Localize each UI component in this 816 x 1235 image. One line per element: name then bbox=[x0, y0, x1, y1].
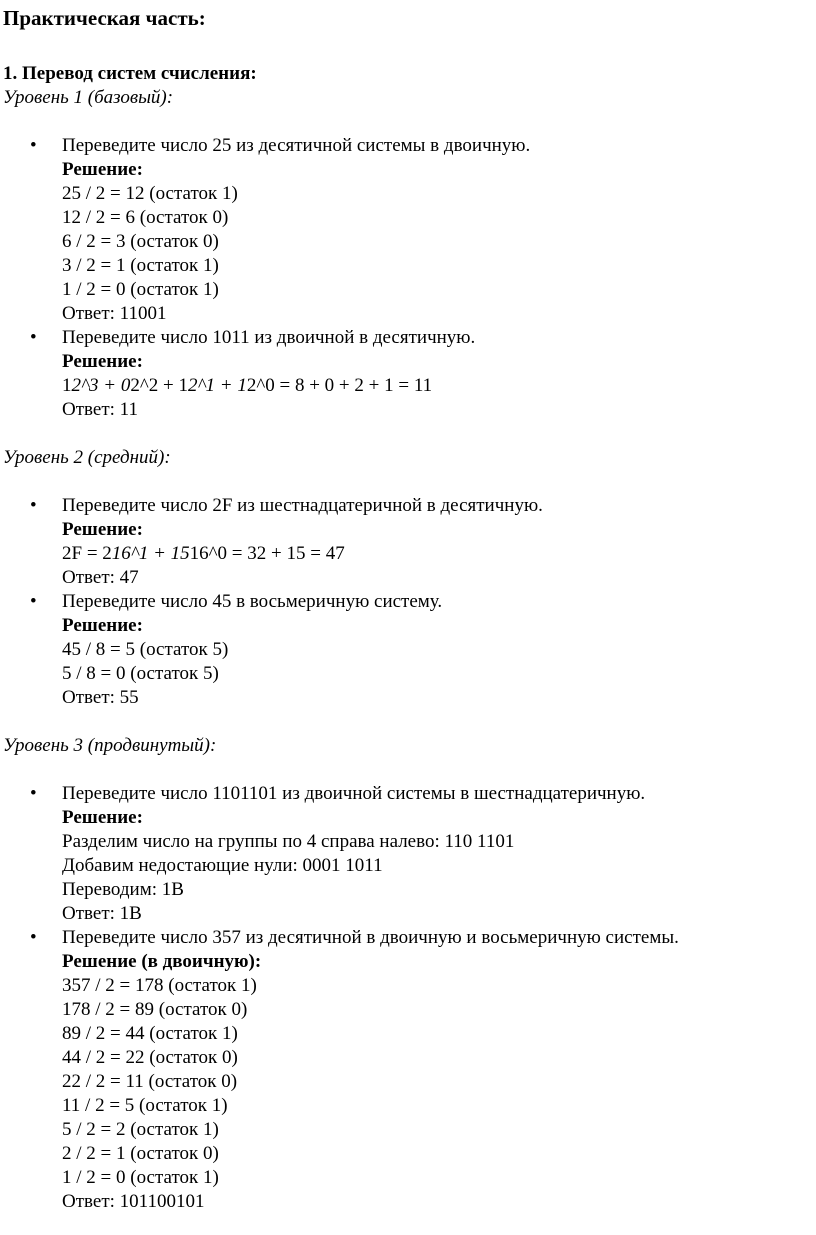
solution-step: 1 / 2 = 0 (остаток 1) bbox=[62, 279, 219, 300]
solution-step: 22 / 2 = 11 (остаток 0) bbox=[62, 1071, 238, 1092]
task-item bbox=[3, 926, 816, 1214]
task-answer: Ответ: 11 bbox=[62, 399, 138, 420]
task-question: • Переведите число 1101101 из двоичной системы в шестнадцатеричную. bbox=[62, 783, 646, 804]
solution-label: Решение: bbox=[62, 351, 143, 372]
solution-step: 12 / 2 = 6 (остаток 0) bbox=[62, 207, 229, 228]
solution-step: Добавим недостающие нули: 0001 1011 bbox=[62, 855, 383, 876]
formula-part: 1 bbox=[62, 375, 72, 396]
task-question: • Переведите число 357 из десятичной в двоичную и восьмеричную системы. bbox=[62, 927, 679, 948]
task-question: • Переведите число 1011 из двоичной в десятичную. bbox=[62, 327, 476, 348]
solution-step: Разделим число на группы по 4 справа налево: 110 1101 bbox=[62, 831, 515, 852]
level-2-title: Уровень 2 (средний): bbox=[3, 447, 171, 468]
task-item bbox=[3, 494, 816, 590]
task-answer: Ответ: 47 bbox=[62, 567, 139, 588]
solution-label: Решение (в двоичную): bbox=[62, 951, 262, 972]
solution-step: 25 / 2 = 12 (остаток 1) bbox=[62, 183, 238, 204]
solution-step: 44 / 2 = 22 (остаток 0) bbox=[62, 1047, 238, 1068]
task-question: • Переведите число 45 в восьмеричную систему. bbox=[62, 591, 443, 612]
solution-formula bbox=[62, 374, 816, 398]
level-3-task-list bbox=[3, 782, 816, 1214]
task-answer: Ответ: 1B bbox=[62, 903, 142, 924]
solution-step: 6 / 2 = 3 (остаток 0) bbox=[62, 231, 219, 252]
task-question: • Переведите число 25 из десятичной системы в двоичную. bbox=[62, 135, 531, 156]
level-3-title: Уровень 3 (продвинутый): bbox=[3, 735, 217, 756]
section-title: 1. Перевод систем счисления: bbox=[3, 63, 257, 84]
solution-step: 2 / 2 = 1 (остаток 0) bbox=[62, 1143, 219, 1164]
task-item bbox=[3, 782, 816, 926]
solution-step: 5 / 8 = 0 (остаток 5) bbox=[62, 663, 219, 684]
formula-part: 16^0 = 32 + 15 = 47 bbox=[189, 543, 345, 564]
formula-part: 2^2 + 1 bbox=[130, 375, 188, 396]
formula-part: 16^1 + 15 bbox=[111, 543, 190, 564]
task-answer: Ответ: 55 bbox=[62, 687, 139, 708]
formula-part: 2^0 = 8 + 0 + 2 + 1 = 11 bbox=[246, 375, 433, 396]
formula-part: 2^3 + 0 bbox=[71, 375, 131, 396]
solution-label: Решение: bbox=[62, 615, 143, 636]
solution-step: 89 / 2 = 44 (остаток 1) bbox=[62, 1023, 238, 1044]
task-answer: Ответ: 101100101 bbox=[62, 1191, 205, 1212]
level-1-task-list bbox=[3, 134, 816, 422]
task-item bbox=[3, 134, 816, 326]
solution-step: 11 / 2 = 5 (остаток 1) bbox=[62, 1095, 228, 1116]
task-item bbox=[3, 326, 816, 422]
solution-step: 1 / 2 = 0 (остаток 1) bbox=[62, 1167, 219, 1188]
solution-step: 357 / 2 = 178 (остаток 1) bbox=[62, 975, 257, 996]
task-question: • Переведите число 2F из шестнадцатеричной в десятичную. bbox=[62, 495, 543, 516]
level-2-task-list bbox=[3, 494, 816, 710]
task-item bbox=[3, 590, 816, 710]
solution-step: 45 / 8 = 5 (остаток 5) bbox=[62, 639, 229, 660]
solution-step: Переводим: 1B bbox=[62, 879, 184, 900]
solution-step: 3 / 2 = 1 (остаток 1) bbox=[62, 255, 219, 276]
solution-formula bbox=[62, 542, 816, 566]
solution-step: 5 / 2 = 2 (остаток 1) bbox=[62, 1119, 219, 1140]
solution-label: Решение: bbox=[62, 519, 143, 540]
task-answer: Ответ: 11001 bbox=[62, 303, 167, 324]
formula-part: 2F = 2 bbox=[62, 543, 112, 564]
solution-step: 178 / 2 = 89 (остаток 0) bbox=[62, 999, 248, 1020]
page-title: Практическая часть: bbox=[3, 6, 206, 30]
solution-label: Решение: bbox=[62, 807, 143, 828]
solution-label: Решение: bbox=[62, 159, 143, 180]
level-1-title: Уровень 1 (базовый): bbox=[3, 87, 174, 108]
formula-part: 2^1 + 1 bbox=[187, 375, 247, 396]
